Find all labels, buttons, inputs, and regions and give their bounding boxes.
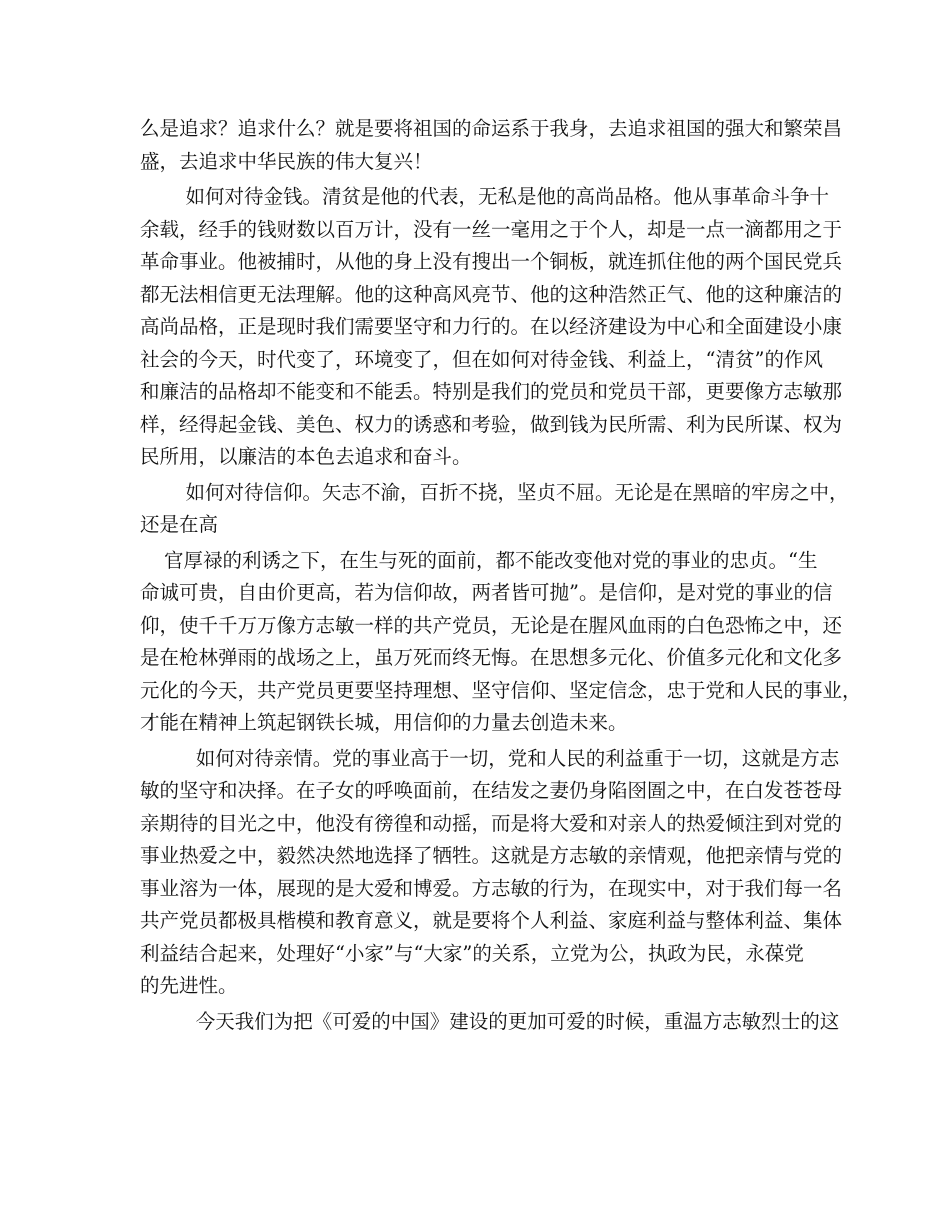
text-line: 事业溶为一体，展现的是大爱和博爱。方志敏的行为，在现实中，对于我们每一名: [140, 876, 843, 900]
document-body: [140, 113, 862, 1038]
text-line: 如何对待亲情。党的事业高于一切，党和人民的利益重于一切，这就是方志: [170, 746, 840, 770]
text-line: 高尚品格，正是现时我们需要坚守和力行的。在以经济建设为中心和全面建设小康: [140, 315, 843, 338]
text-line: 仰，使千千万万像方志敏一样的共产党员，无论是在腥风血雨的白色恐怖之中，还: [140, 613, 843, 637]
text-line: 官厚禄的利诱之下，在生与死的面前，都不能改变他对党的事业的忠贞。“生: [164, 548, 818, 572]
text-line: 元化的今天，共产党员更要坚持理想、坚守信仰、坚定信念，忠于党和人民的事业，: [140, 678, 862, 702]
text-line: 都无法相信更无法理解。他的这种高风亮节、他的这种浩然正气、他的这种廉洁的: [140, 282, 843, 306]
paragraph: [140, 113, 843, 178]
text-line: 是在枪林弹雨的战场之上，虽万死而终无悔。在思想多元化、价值多元化和文化多: [140, 646, 843, 669]
text-line: 如何对待金钱。清贫是他的代表，无私是他的高尚品格。他从事革命斗争十: [166, 185, 830, 208]
text-line: 还是在高: [140, 513, 219, 536]
text-line: 盛，去追求中华民族的伟大复兴！: [140, 149, 433, 173]
text-line: 民所用，以廉洁的本色去追求和奋斗。: [140, 445, 472, 468]
text-line: 命诚可贵，自由价更高，若为信仰故，两者皆可抛”。是信仰，是对党的事业的信: [140, 581, 833, 604]
text-line: 敏的坚守和决择。在子女的呼唤面前，在结发之妻仍身陷囹圄之中，在白发苍苍母: [140, 779, 843, 802]
text-line: 今天我们为把《可爱的中国》建设的更加可爱的时候，重温方志敏烈士的这: [170, 1009, 840, 1033]
text-line: 么是追求？追求什么？就是要将祖国的命运系于我身，去追求祖国的强大和繁荣昌: [140, 117, 843, 140]
text-line: 和廉洁的品格却不能变和不能丢。特别是我们的党员和党员干部，更要像方志敏那: [140, 380, 843, 403]
text-line: 亲期待的目光之中，他没有徬徨和动摇，而是将大爱和对亲人的热爱倾注到对党的: [140, 811, 843, 835]
text-line: 社会的今天，时代变了，环境变了，但在如何对待金钱、利益上，“清贫”的作风: [140, 347, 823, 371]
text-line: 才能在精神上筑起钢铁长城，用信仰的力量去创造未来。: [140, 711, 628, 734]
text-line: 的先进性。: [140, 974, 238, 997]
paragraph: [140, 545, 862, 740]
paragraph: [140, 1006, 840, 1039]
text-line: 共产党员都极具楷模和教育意义，就是要将个人利益、家庭利益与整体利益、集体: [140, 909, 843, 932]
text-line: 事业热爱之中，毅然决然地选择了牺牲。这就是方志敏的亲情观，他把亲情与党的: [140, 844, 843, 867]
text-line: 革命事业。他被捕时，从他的身上没有搜出一个铜板，就连抓住他的两个国民党兵: [140, 250, 843, 273]
paragraph: [140, 477, 849, 542]
text-line: 利益结合起来，处理好“小家”与“大家”的关系，立党为公，执政为民，永葆党: [140, 941, 804, 965]
text-line: 如何对待信仰。矢志不渝，百折不挠，坚贞不屈。无论是在黑暗的牢房之中，: [166, 480, 849, 504]
text-line: 余载，经手的钱财数以百万计，没有一丝一毫用之于个人，却是一点一滴都用之于: [140, 217, 843, 241]
paragraph: [140, 743, 843, 1003]
paragraph: [140, 181, 843, 474]
text-line: 样，经得起金钱、美色、权力的诱惑和考验，做到钱为民所需、利为民所谋、权为: [140, 412, 843, 436]
